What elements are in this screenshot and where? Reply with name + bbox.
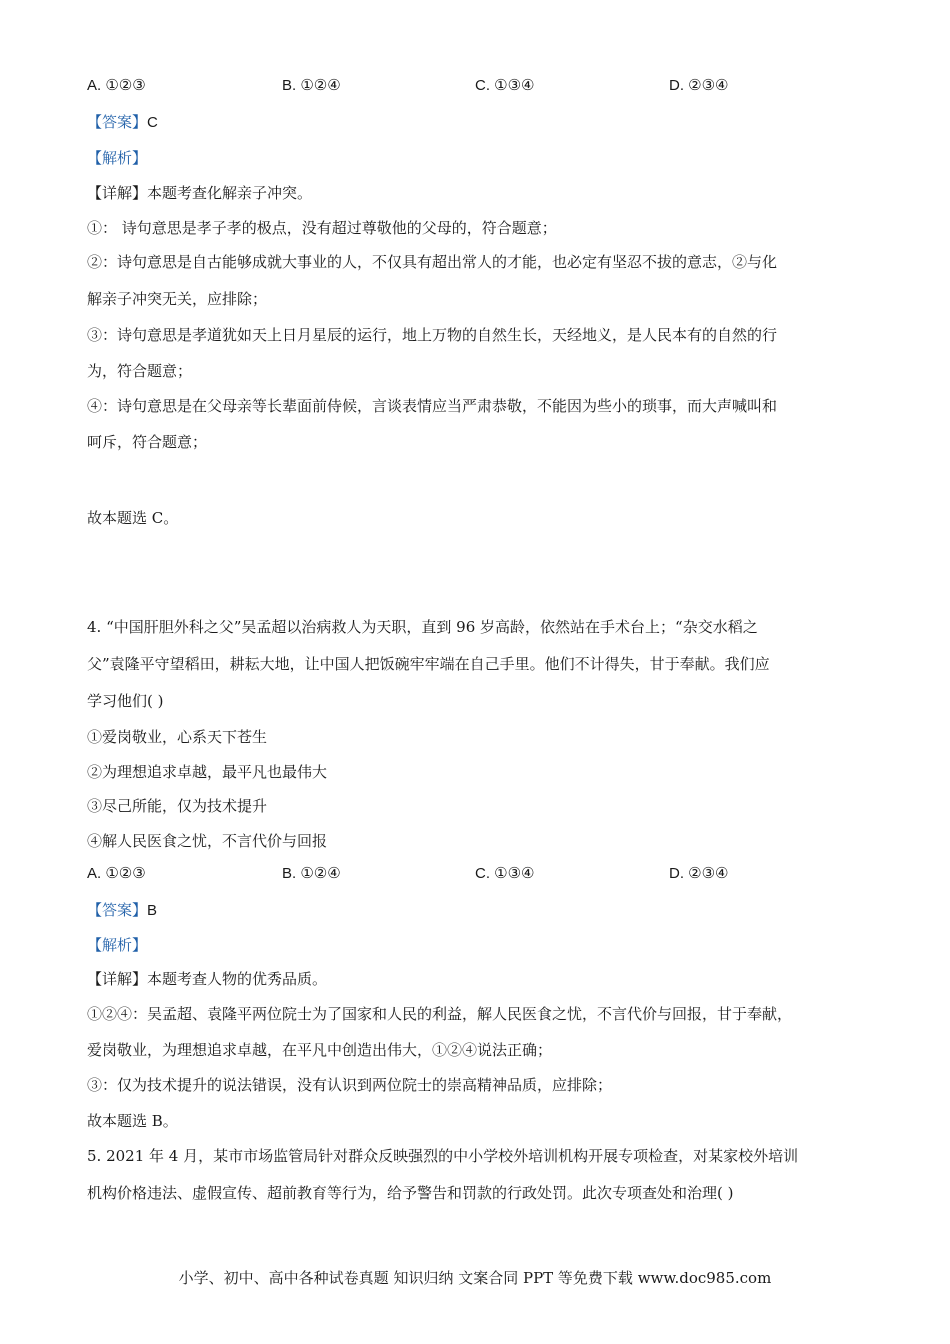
answer-tag: 【答案】: [87, 901, 148, 919]
q5-stem-line-2: 机构价格违法、虚假宣传、超前教育等行为，给予警告和罚款的行政处罚。此次专项查处和治理( ): [87, 1184, 734, 1202]
q4-line-1: ①②④：吴孟超、袁隆平两位院士为了国家和人民的利益，解人民医食之忧，不言代价与回报，甘于奉献，: [87, 1005, 793, 1023]
q3-line-7: 呵斥，符合题意；: [87, 433, 208, 451]
q4-statement-1: ①爱岗敬业，心系天下苍生: [87, 728, 268, 746]
detail-text: 本题考查化解亲子冲突。: [147, 184, 313, 202]
q3-option-a: A. ①②③: [87, 77, 146, 94]
detail-tag: 【详解】: [87, 184, 148, 202]
answer-value: B: [147, 902, 158, 919]
q3-option-c: C. ①③④: [475, 77, 535, 94]
q4-detail: [87, 969, 327, 989]
q4-stem-line-2: 父”袁隆平守望稻田，耕耘大地，让中国人把饭碗牢牢端在自己手里。他们不计得失，甘于奉献。我们应: [87, 655, 770, 673]
q3-line-3: 解亲子冲突无关，应排除；: [87, 290, 268, 308]
q3-answer: [87, 112, 158, 133]
q4-statement-2: ②为理想追求卓越，最平凡也最伟大: [87, 763, 328, 781]
q3-line-1: ①： 诗句意思是孝子孝的极点，没有超过尊敬他的父母的，符合题意；: [87, 219, 557, 237]
q4-statement-4: ④解人民医食之忧，不言代价与回报: [87, 832, 328, 850]
q3-line-2: ②：诗句意思是自古能够成就大事业的人，不仅具有超出常人的才能，也必定有坚忍不拔的意志，②与化: [87, 253, 778, 271]
q4-option-a: A. ①②③: [87, 865, 146, 882]
q4-option-d: D. ②③④: [669, 865, 729, 882]
q3-option-b: B. ①②④: [282, 77, 341, 94]
answer-tag: 【答案】: [87, 113, 148, 131]
q4-line-2: 爱岗敬业，为理想追求卓越，在平凡中创造出伟大，①②④说法正确；: [87, 1041, 553, 1059]
q4-answer: [87, 900, 157, 921]
q4-option-b: B. ①②④: [282, 865, 341, 882]
q3-analysis-tag: 【解析】: [87, 149, 148, 167]
q4-stem-line-1: 4. “中国肝胆外科之父”吴孟超以治病救人为天职，直到 96 岁高龄，依然站在手术台上；“杂交水稻之: [87, 618, 758, 636]
q4-line-3: ③：仅为技术提升的说法错误，没有认识到两位院士的崇高精神品质，应排除；: [87, 1076, 613, 1094]
q3-conclusion: 故本题选 C。: [87, 509, 179, 527]
q4-option-c: C. ①③④: [475, 865, 535, 882]
q4-statement-3: ③尽己所能，仅为技术提升: [87, 797, 268, 815]
q4-options: [87, 864, 847, 884]
q3-line-4: ③：诗句意思是孝道犹如天上日月星辰的运行，地上万物的自然生长，天经地义，是人民本有的自然的行: [87, 326, 778, 344]
detail-tag: 【详解】: [87, 970, 148, 988]
q3-options: [87, 76, 847, 96]
q3-detail: [87, 183, 312, 203]
q3-line-5: 为，符合题意；: [87, 362, 193, 380]
q4-conclusion: 故本题选 B。: [87, 1112, 178, 1130]
q3-line-6: ④：诗句意思是在父母亲等长辈面前侍候，言谈表情应当严肃恭敬，不能因为些小的琐事，而大声喊叫和: [87, 397, 778, 415]
detail-text: 本题考查人物的优秀品质。: [147, 970, 328, 988]
answer-value: C: [147, 114, 158, 131]
q3-option-d: D. ②③④: [669, 77, 729, 94]
q4-stem-line-3: 学习他们( ): [87, 692, 164, 710]
page-footer: 小学、初中、高中各种试卷真题 知识归纳 文案合同 PPT 等免费下载 www.doc985.com: [178, 1269, 772, 1287]
q5-stem-line-1: 5. 2021 年 4 月，某市市场监管局针对群众反映强烈的中小学校外培训机构开展专项检查，对某家校外培训: [87, 1147, 799, 1165]
q4-analysis-tag: 【解析】: [87, 936, 148, 954]
